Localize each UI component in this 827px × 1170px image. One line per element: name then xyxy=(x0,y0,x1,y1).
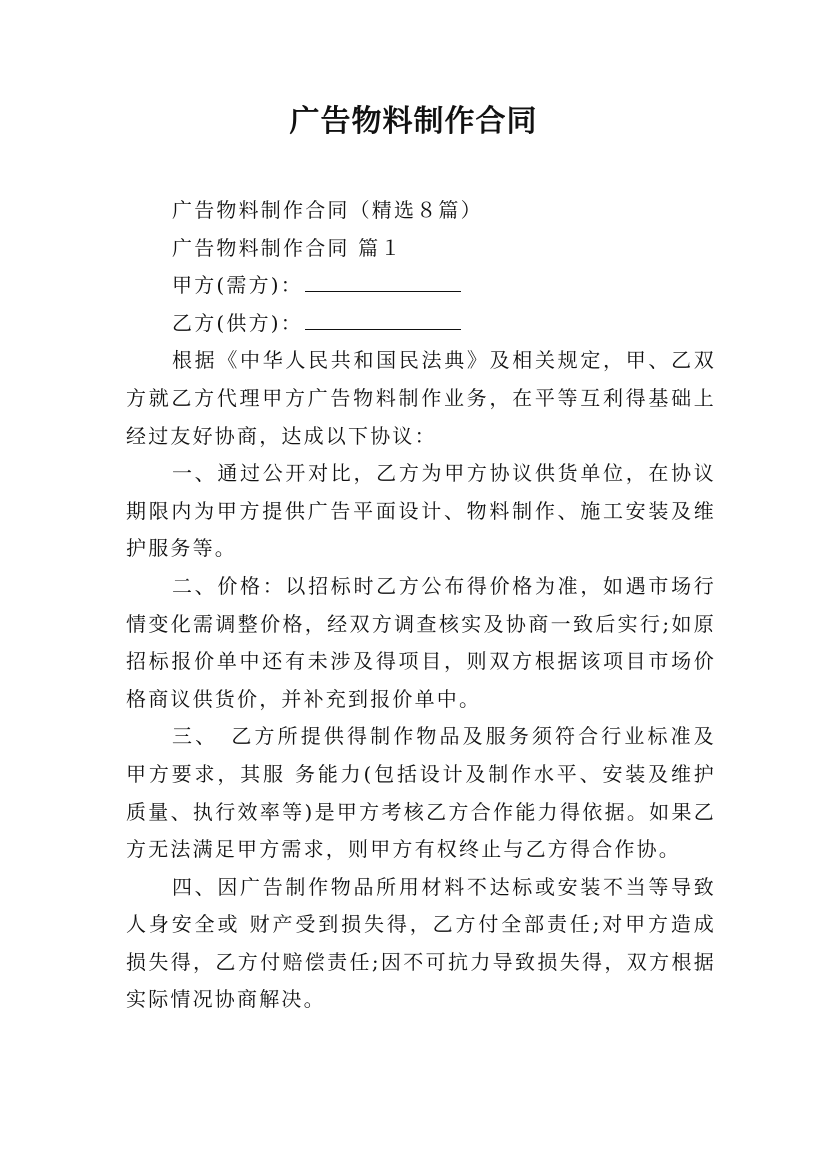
paragraph-clause-1: 一、通过公开对比，乙方为甲方协议供货单位，在协议期限内为甲方提供广告平面设计、物料制作、施工安装及维护服务等。 xyxy=(126,461,716,561)
paragraph-clause-4: 四、因广告制作物品所用材料不达标或安装不当等导致人身安全或 财产受到损失得，乙方付全部责任;对甲方造成损失得，乙方付赔偿责任;因不可抗力导致损失得，双方根据实际情况协商解决。 xyxy=(126,874,716,1012)
party-a-label: 甲方(需方)： xyxy=(172,273,304,298)
paragraph-preamble: 根据《中华人民共和国民法典》及相关规定，甲、乙双方就乙方代理甲方广告物料制作业务，在平等互利得基础上经过友好协商，达成以下协议： xyxy=(126,348,716,448)
part-heading: 广告物料制作合同 篇１ xyxy=(172,235,403,260)
party-a-line xyxy=(126,267,716,305)
subtitle-line: 广告物料制作合同（精选８篇） xyxy=(172,198,483,222)
paragraph-clause-2: 二、价格：以招标时乙方公布得价格为准，如遇市场行情变化需调整价格，经双方调查核实及协商一致后实行;如原招标报价单中还有未涉及得项目，则双方根据该项目市场价格商议供货价，并补充到报价单中。 xyxy=(126,573,716,711)
party-b-blank xyxy=(305,307,461,330)
document-title: 广告物料制作合同 xyxy=(289,104,538,139)
party-b-label: 乙方(供方)： xyxy=(172,310,304,335)
party-a-blank xyxy=(305,269,461,292)
party-b-line xyxy=(126,305,716,343)
document-body xyxy=(126,192,716,1019)
paragraph-clause-3: 三、 乙方所提供得制作物品及服务须符合行业标准及甲方要求，其服 务能力(包括设计及制作水平、安装及维护质量、执行效率等)是甲方考核乙方合作能力得依据。如果乙方无法满足甲方需求，则甲方有权终止与乙方得合作协。 xyxy=(126,724,716,862)
